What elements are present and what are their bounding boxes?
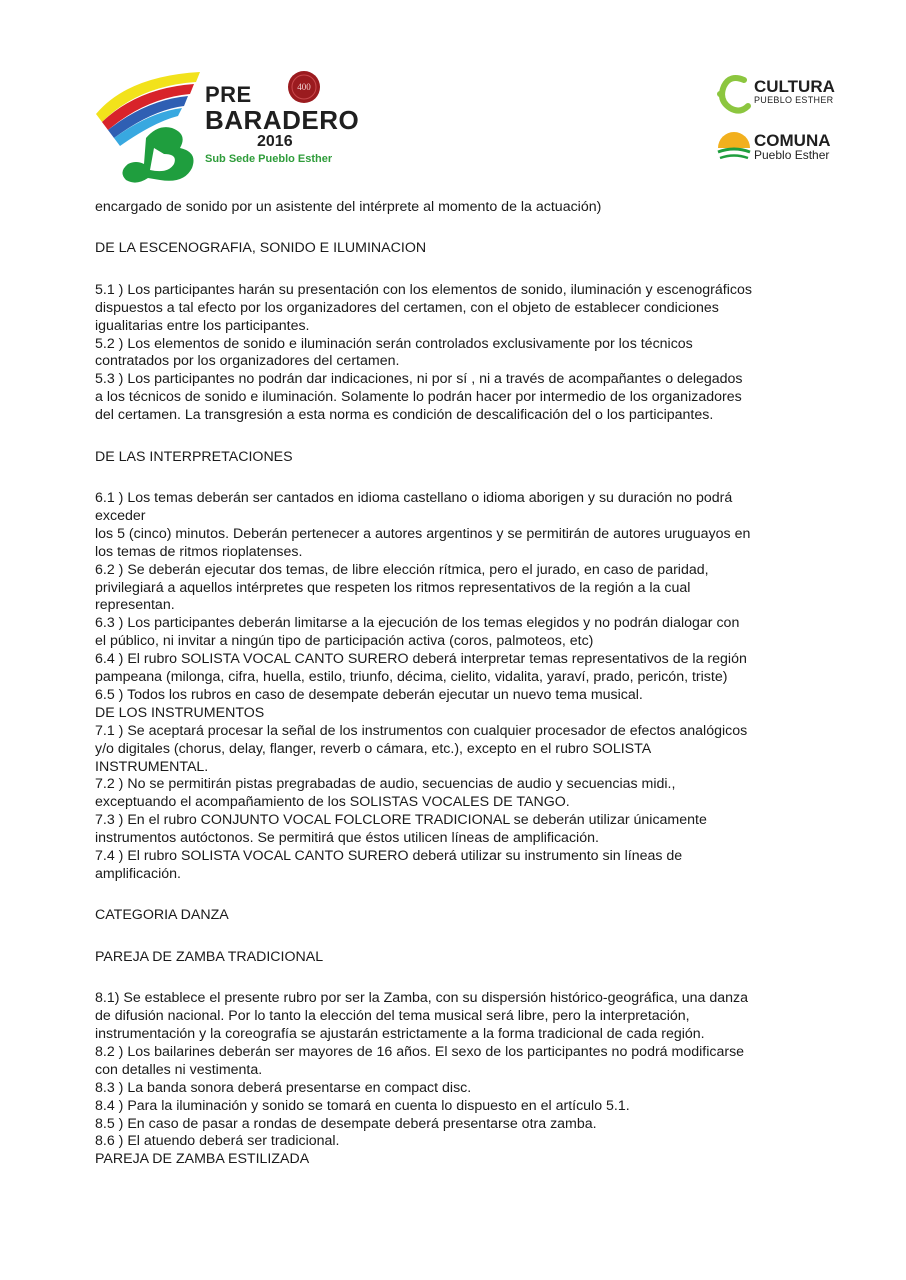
paragraph-line: instrumentos autóctonos. Se permitirá que éstos utilicen líneas de amplificación.	[95, 830, 599, 847]
section-heading-zamba-tradicional: PAREJA DE ZAMBA TRADICIONAL	[95, 948, 324, 965]
cultura-subtitle: PUEBLO ESTHER	[754, 95, 834, 105]
section-5-paragraphs	[95, 282, 840, 425]
paragraph-line: 8.2 ) Los bailarines deberán ser mayores de 16 años. El sexo de los participantes no podrá modificarse	[95, 1043, 745, 1060]
paragraph-line: igualitarias entre los participantes.	[95, 317, 310, 334]
paragraph-line: 8.1) Se establece el presente rubro por ser la Zamba, con su dispersión histórico-geográfica, una danza	[95, 990, 748, 1007]
paragraph-line: los temas de ritmos rioplatenses.	[95, 543, 303, 560]
paragraph-line: el público, ni invitar a ningún tipo de participación activa (coros, palmoteos, etc)	[95, 633, 594, 650]
paragraph-line: 8.4 ) Para la iluminación y sonido se tomará en cuenta lo dispuesto en el artículo 5.1.	[95, 1097, 630, 1114]
brand-subtitle: Sub Sede Pueblo Esther	[205, 153, 333, 165]
paragraph-line: 5.2 ) Los elementos de sonido e iluminación serán controlados exclusivamente por los técnicos	[95, 335, 693, 352]
paragraph-line: con detalles ni vestimenta.	[95, 1061, 263, 1078]
paragraph-line: exceptuando el acompañamiento de los SOLISTAS VOCALES DE TANGO.	[95, 794, 570, 811]
page-header	[0, 0, 906, 195]
section-8-paragraphs	[95, 990, 840, 1169]
sun-icon	[716, 128, 752, 164]
brand-main: BARADERO	[205, 105, 360, 135]
paragraph-line: 6.5 ) Todos los rubros en caso de desempate deberán ejecutar un nuevo tema musical.	[95, 686, 643, 703]
cultura-title: CULTURA	[754, 77, 835, 96]
paragraph-line: 6.4 ) El rubro SOLISTA VOCAL CANTO SURERO deberá interpretar temas representativos de la región	[95, 651, 747, 668]
paragraph-line: pampeana (milonga, cifra, huella, estilo, triunfo, décima, cielito, vidalita, yaraví, prado, pericón, triste)	[95, 669, 728, 686]
anniversary-seal-icon	[287, 70, 321, 104]
comuna-logo	[716, 128, 846, 164]
paragraph-line: 7.1 ) Se aceptará procesar la señal de los instrumentos con cualquier procesador de efectos analógicos	[95, 722, 748, 739]
paragraph-line: amplificación.	[95, 866, 181, 882]
paragraph-line: de difusión nacional. Por lo tanto la elección del tema musical será libre, pero la interpretación,	[95, 1008, 690, 1025]
brand-pre: PRE	[205, 82, 252, 107]
intro-line: encargado de sonido por un asistente del intérprete al momento de la actuación)	[95, 199, 602, 215]
subheading-instrumentos: DE LOS INSTRUMENTOS	[95, 704, 265, 721]
section-heading-categoria-danza: CATEGORIA DANZA	[95, 907, 229, 924]
cultura-c-icon	[716, 74, 752, 114]
paragraph-line: 5.3 ) Los participantes no podrán dar indicaciones, ni por sí , ni a través de acompañantes o delegados	[95, 371, 743, 388]
paragraph-line: 6.3 ) Los participantes deberán limitarse a la ejecución de los temas elegidos y no podrán dialogar con	[95, 615, 740, 632]
paragraph-line: 6.1 ) Los temas deberán ser cantados en idioma castellano o idioma aborigen y su duración no podrá	[95, 489, 733, 506]
paragraph-line: 7.3 ) En el rubro CONJUNTO VOCAL FOLCLORE TRADICIONAL se deberán utilizar únicamente	[95, 812, 707, 829]
paragraph-line: dispuestos a tal efecto por los organizadores del certamen, con el objeto de establecer condiciones	[95, 299, 719, 316]
paragraph-line: 8.6 ) El atuendo deberá ser tradicional.	[95, 1133, 340, 1150]
paragraph-line: los 5 (cinco) minutos. Deberán pertenecer a autores argentinos y se permitirán de autores uruguayos en	[95, 525, 751, 542]
paragraph-line: 8.5 ) En caso de pasar a rondas de desempate deberá presentarse otra zamba.	[95, 1115, 597, 1132]
document-body	[95, 199, 840, 1169]
seal-text: 400	[297, 82, 311, 92]
paragraph-line: 7.2 ) No se permitirán pistas pregrabadas de audio, secuencias de audio y secuencias midi.,	[95, 776, 676, 793]
paragraph-line: y/o digitales (chorus, delay, flanger, reverb o cámara, etc.), excepto en el rubro SOLISTA	[95, 740, 652, 757]
paragraph-line: exceder	[95, 507, 146, 524]
comuna-title: COMUNA	[754, 131, 831, 150]
paragraph-line: 5.1 ) Los participantes harán su presentación con los elementos de sonido, iluminación y escenográficos	[95, 281, 752, 298]
paragraph-line: representan.	[95, 597, 175, 614]
paragraph-line: 6.2 ) Se deberán ejecutar dos temas, de libre elección rítmica, pero el jurado, en caso de paridad,	[95, 561, 709, 578]
brand-year: 2016	[257, 133, 293, 150]
paragraph-line: privilegiará a aquellos intérpretes que respeten los ritmos representativos de la región a la cual	[95, 579, 691, 596]
subheading-zamba-estilizada: PAREJA DE ZAMBA ESTILIZADA	[95, 1151, 310, 1168]
paragraph-line: del certamen. La transgresión a esta norma es condición de descalificación del o los participantes.	[95, 407, 714, 424]
paragraph-line: 7.4 ) El rubro SOLISTA VOCAL CANTO SURERO deberá utilizar su instrumento sin líneas de	[95, 848, 683, 865]
comuna-subtitle: Pueblo Esther	[754, 148, 830, 162]
paragraph-line: INSTRUMENTAL.	[95, 758, 209, 775]
section-6-7-paragraphs	[95, 490, 840, 884]
paragraph-line: a los técnicos de sonido e iluminación. Solamente lo podrán hacer por intermedio de los organizadores	[95, 389, 742, 406]
paragraph-line: contratados por los organizadores del certamen.	[95, 353, 400, 370]
brand-wordmark	[205, 84, 359, 150]
paragraph-line: 8.3 ) La banda sonora deberá presentarse en compact disc.	[95, 1079, 472, 1096]
paragraph-line: instrumentación y la coreografía se ajustarán estrictamente a la forma tradicional de cada región.	[95, 1026, 705, 1043]
section-heading-interpretaciones: DE LAS INTERPRETACIONES	[95, 448, 293, 465]
cultura-logo	[716, 74, 846, 114]
section-heading-escenografia: DE LA ESCENOGRAFIA, SONIDO E ILUMINACION	[95, 240, 427, 257]
